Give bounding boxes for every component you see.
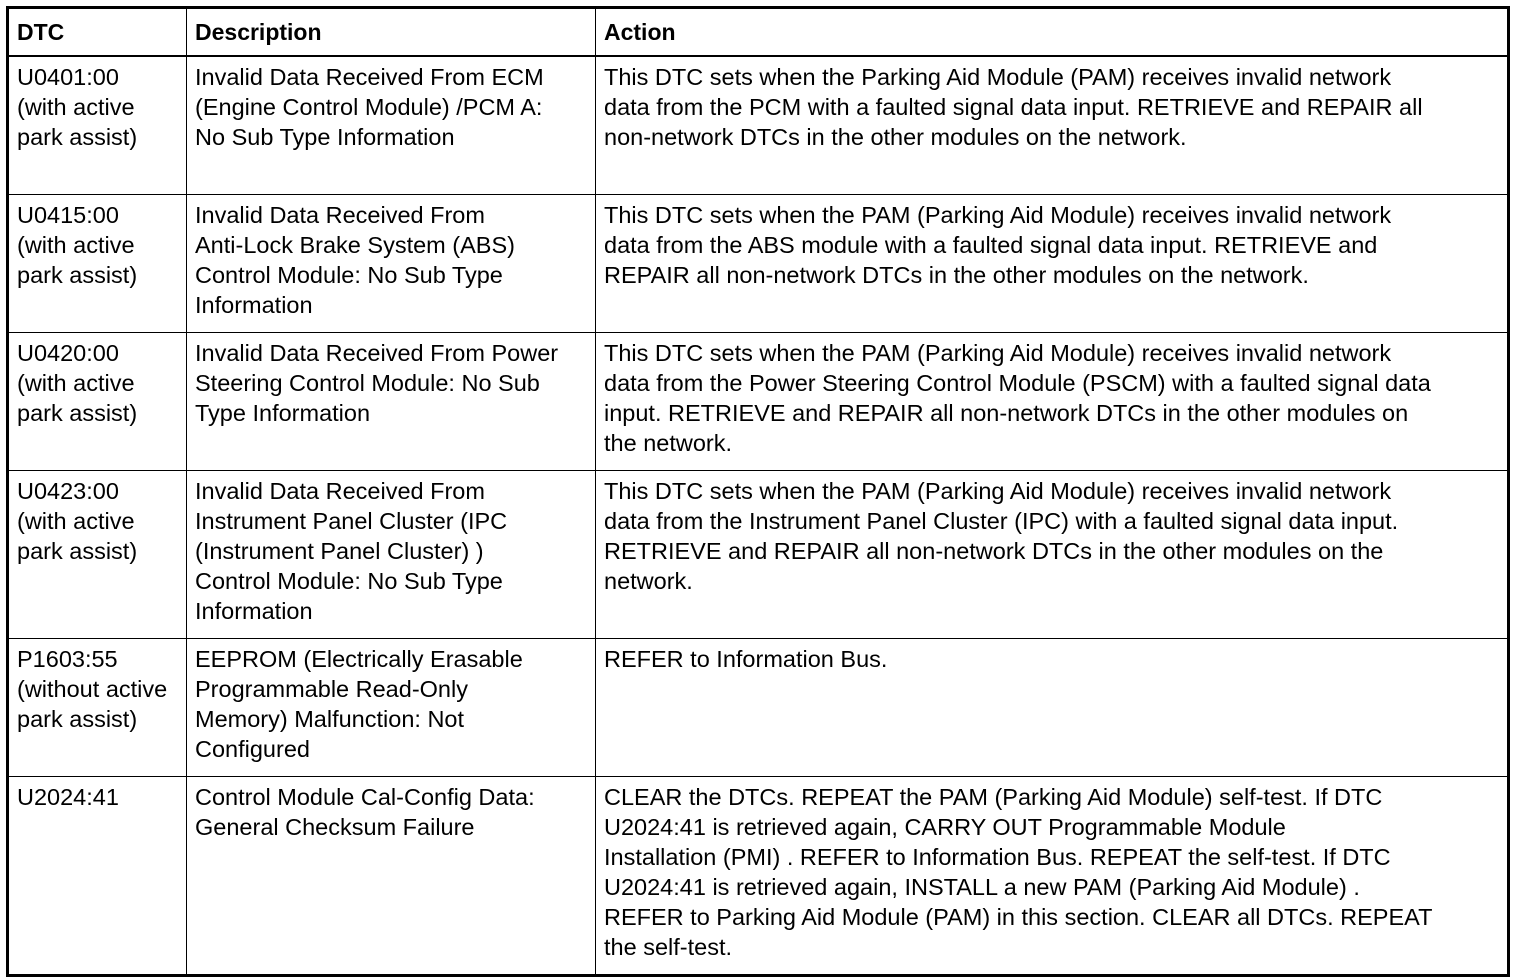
header-action: Action [596, 8, 1509, 57]
cell-description: EEPROM (Electrically Erasable Programmable Read-Only Memory) Malfunction: Not Configured [187, 639, 596, 777]
cell-action: CLEAR the DTCs. REPEAT the PAM (Parking Aid Module) self-test. If DTC U2024:41 is retrieved again, CARRY OUT Programmable Module Installation (PMI) . REFER to Information Bus. REPEAT the self-test. If DTC U2024:41 is retrieved again, INSTALL a new PAM (Parking Aid Module) . REFER to Parking Aid Module (PAM) in this section. CLEAR all DTCs. REPEAT the self-test. [596, 777, 1509, 976]
cell-action: REFER to Information Bus. [596, 639, 1509, 777]
header-description: Description [187, 8, 596, 57]
header-dtc: DTC [8, 8, 187, 57]
dtc-table [6, 6, 1510, 977]
cell-description: Control Module Cal-Config Data: General Checksum Failure [187, 777, 596, 976]
cell-dtc: U2024:41 [8, 777, 187, 976]
table-row [8, 56, 1509, 195]
cell-dtc: P1603:55 (without active park assist) [8, 639, 187, 777]
cell-dtc: U0420:00 (with active park assist) [8, 333, 187, 471]
table-row [8, 639, 1509, 777]
table-header-row [8, 8, 1509, 57]
table-row [8, 777, 1509, 976]
table-row [8, 333, 1509, 471]
cell-action: This DTC sets when the PAM (Parking Aid Module) receives invalid network data from the Instrument Panel Cluster (IPC) with a faulted signal data input. RETRIEVE and REPAIR all non-network DTCs in the other modules on the network. [596, 471, 1509, 639]
table-row [8, 471, 1509, 639]
table-row [8, 195, 1509, 333]
cell-description: Invalid Data Received From Instrument Panel Cluster (IPC (Instrument Panel Cluster) ) Control Module: No Sub Type Information [187, 471, 596, 639]
cell-description: Invalid Data Received From Anti-Lock Brake System (ABS) Control Module: No Sub Type Information [187, 195, 596, 333]
cell-dtc: U0423:00 (with active park assist) [8, 471, 187, 639]
cell-dtc: U0415:00 (with active park assist) [8, 195, 187, 333]
cell-action: This DTC sets when the PAM (Parking Aid Module) receives invalid network data from the Power Steering Control Module (PSCM) with a faulted signal data input. RETRIEVE and REPAIR all non-network DTCs in the other modules on the network. [596, 333, 1509, 471]
cell-description: Invalid Data Received From ECM (Engine Control Module) /PCM A: No Sub Type Information [187, 56, 596, 195]
cell-action: This DTC sets when the PAM (Parking Aid Module) receives invalid network data from the ABS module with a faulted signal data input. RETRIEVE and REPAIR all non-network DTCs in the other modules on the network. [596, 195, 1509, 333]
cell-dtc: U0401:00 (with active park assist) [8, 56, 187, 195]
cell-action: This DTC sets when the Parking Aid Module (PAM) receives invalid network data from the PCM with a faulted signal data input. RETRIEVE and REPAIR all non-network DTCs in the other modules on the network. [596, 56, 1509, 195]
cell-description: Invalid Data Received From Power Steering Control Module: No Sub Type Information [187, 333, 596, 471]
